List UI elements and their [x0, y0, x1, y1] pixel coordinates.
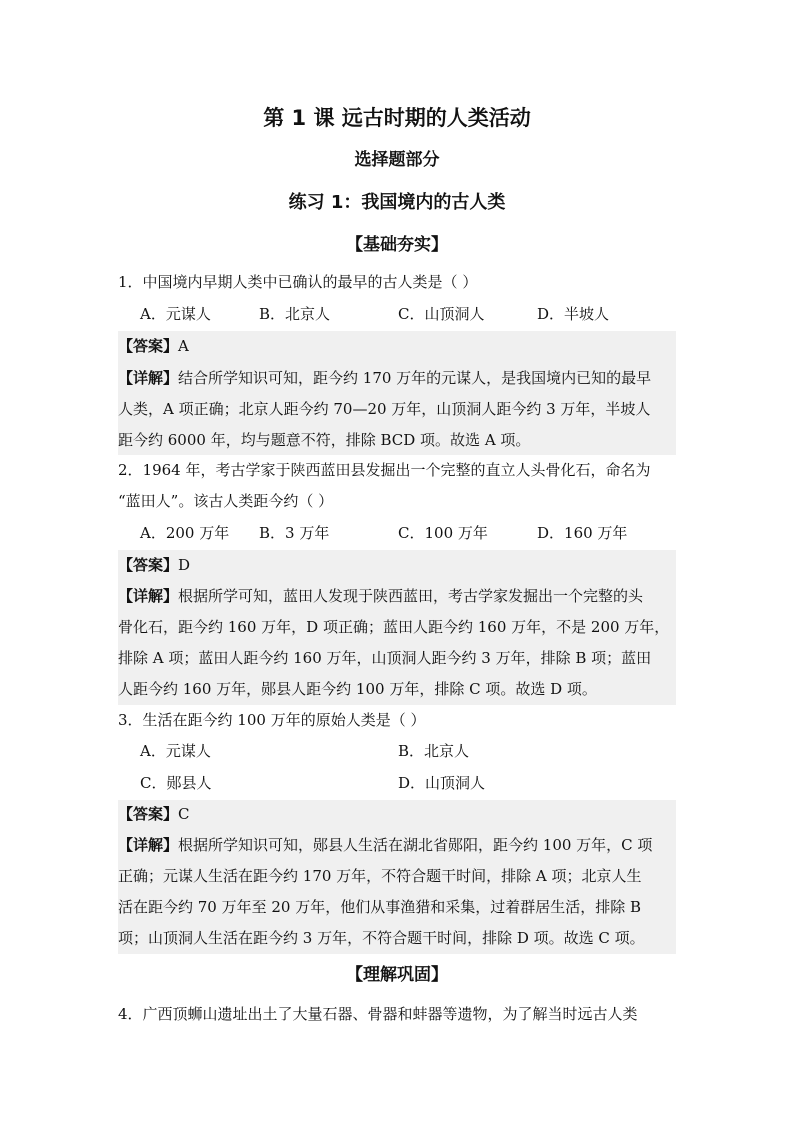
- question-2-answer-box: [118, 550, 676, 705]
- question-4-stem: 4．广西顶蛳山遗址出土了大量石器、骨器和蚌器等遗物，为了解当时远古人类: [118, 1005, 638, 1023]
- answer-value: D: [178, 556, 191, 574]
- question-1-option-d: D．半坡人: [537, 305, 610, 323]
- question-2-option-b: B．3 万年: [259, 524, 330, 542]
- question-2-detail-line-4: 人距今约 160 万年，郧县人距今约 100 万年，排除 C 项。故选 D 项。: [118, 680, 597, 698]
- detail-tag: 【详解】: [118, 587, 179, 605]
- question-2-stem-line-2: “蓝田人”。该古人类距今约（ ）: [118, 492, 334, 510]
- question-3-detail-line-1: [118, 834, 652, 856]
- question-1-option-a: A．元谋人: [140, 305, 211, 323]
- answer-tag: 【答案】: [118, 805, 179, 823]
- question-3-option-c: C．郧县人: [140, 774, 212, 792]
- question-3-option-d: D．山顶洞人: [398, 774, 486, 792]
- answer-tag: 【答案】: [118, 556, 179, 574]
- answer-tag: 【答案】: [118, 337, 179, 355]
- question-1-option-c: C．山顶洞人: [398, 305, 485, 323]
- question-1-answer-box: [118, 331, 676, 455]
- question-2-detail-line-2: 骨化石，距今约 160 万年，D 项正确；蓝田人距今约 160 万年，不是 200 万年，: [118, 618, 670, 636]
- question-1-answer: [118, 335, 189, 357]
- question-1-stem: 1．中国境内早期人类中已确认的最早的古人类是（ ）: [118, 273, 478, 291]
- answer-value: C: [178, 805, 190, 823]
- exercise-title: 练习 1：我国境内的古人类: [288, 192, 506, 213]
- question-1-option-b: B．北京人: [259, 305, 331, 323]
- question-3-answer-box: [118, 800, 676, 954]
- question-2-stem-line-1: 2．1964 年，考古学家于陕西蓝田县发掘出一个完整的直立人头骨化石，命名为: [118, 461, 651, 479]
- detail-tag: 【详解】: [118, 836, 179, 854]
- question-1-detail-line-2: 人类，A 项正确；北京人距今约 70—20 万年，山顶洞人距今约 3 万年，半坡人: [118, 400, 651, 418]
- question-3-option-b: B．北京人: [398, 742, 470, 760]
- section-heading-basic: 【基础夯实】: [346, 235, 448, 255]
- question-3-detail-line-4: 项；山顶洞人生活在距今约 3 万年，不符合题干时间，排除 D 项。故选 C 项。: [118, 929, 645, 947]
- detail-text: 根据所学知识可知，郧县人生活在湖北省郧阳，距今约 100 万年，C 项: [178, 836, 653, 854]
- answer-value: A: [178, 337, 189, 355]
- lesson-title: 第 1 课 远古时期的人类活动: [263, 106, 531, 130]
- question-3-detail-line-3: 活在距今约 70 万年至 20 万年，他们从事渔猎和采集，过着群居生活，排除 B: [118, 898, 642, 916]
- section-heading-understanding: 【理解巩固】: [346, 965, 448, 985]
- question-3-answer: [118, 803, 190, 825]
- question-1-detail-line-3: 距今约 6000 年，均与题意不符，排除 BCD 项。故选 A 项。: [118, 431, 531, 449]
- question-2-detail-line-1: [118, 585, 643, 607]
- detail-text: 根据所学可知，蓝田人发现于陕西蓝田，考古学家发掘出一个完整的头: [178, 587, 644, 605]
- detail-text: 结合所学知识可知，距今约 170 万年的元谋人，是我国境内已知的最早: [178, 369, 652, 387]
- question-2-option-a: A．200 万年: [140, 524, 230, 542]
- detail-tag: 【详解】: [118, 369, 179, 387]
- question-2-option-d: D．160 万年: [537, 524, 628, 542]
- question-1-detail-line-1: [118, 367, 651, 389]
- question-2-option-c: C．100 万年: [398, 524, 488, 542]
- question-2-answer: [118, 554, 190, 576]
- section-subtitle: 选择题部分: [354, 150, 440, 170]
- question-3-option-a: A．元谋人: [140, 742, 211, 760]
- question-2-detail-line-3: 排除 A 项；蓝田人距今约 160 万年，山顶洞人距今约 3 万年，排除 B 项；蓝田: [118, 649, 652, 667]
- question-3-stem: 3．生活在距今约 100 万年的原始人类是（ ）: [118, 711, 426, 729]
- question-3-detail-line-2: 正确；元谋人生活在距今约 170 万年，不符合题干时间，排除 A 项；北京人生: [118, 867, 642, 885]
